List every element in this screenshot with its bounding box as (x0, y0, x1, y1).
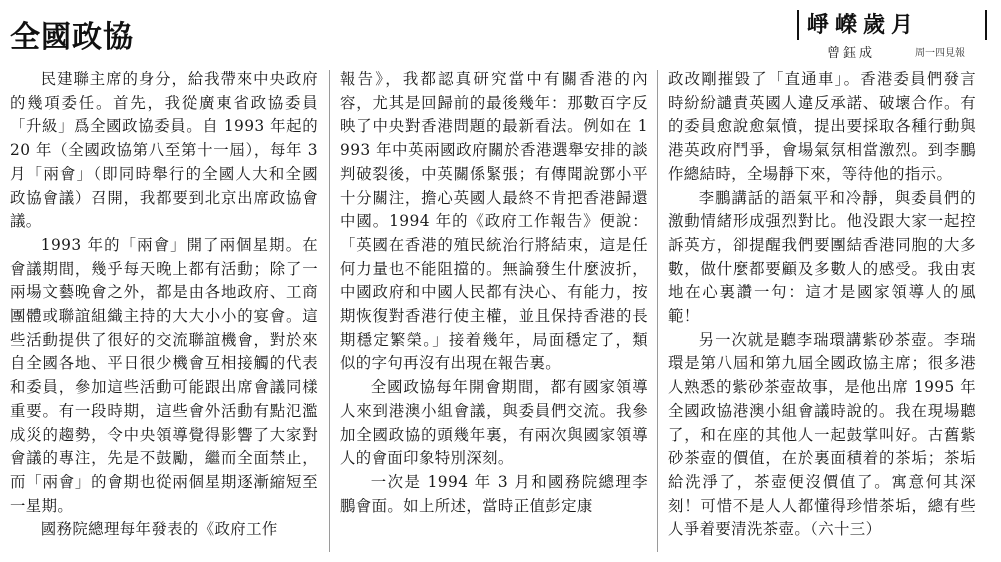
author-byline: 曾鈺成 (827, 46, 876, 61)
paragraph: 另一次就是聽李瑞環講紫砂茶壺。李瑞環是第八屆和第九屆全國政協主席；很多港人熟悉的紫砂茶壺故事，是他出席 1995 年全國政協港澳小組會議時說的。我在現場聽了，和在座的其他人一起鼓掌叫好。古舊紫砂茶壺的價值，在於裏面積着的茶垢；茶垢給洗淨了，茶壺便沒價值了。寓意何其深刻！可惜不是人人都懂得珍惜茶垢，總有些人爭着要清洗茶壺。（六十三） (668, 330, 976, 539)
text-column-2 (340, 68, 648, 556)
text-column-3 (668, 68, 976, 556)
column-banner (797, 6, 987, 62)
column-name: 崢嶸歲月 (807, 13, 920, 38)
paragraph: 一次是 1994 年 3 月和國務院總理李鵬會面。如上所述，當時正值彭定康 (340, 472, 648, 515)
paragraph: 政改剛摧毀了「直通車」。香港委員們發言時紛紛譴責英國人違反承諾、破壞合作。有的委員愈說愈氣憤，提出要採取各種行動與港英政府鬥爭，會場氣氛相當激烈。到李鵬作總結時，全場靜下來，等待他的指示。 (668, 70, 976, 183)
column-divider (329, 70, 330, 552)
paragraph: 民建聯主席的身分，給我帶來中央政府的幾項委任。首先，我從廣東省政協委員「升級」爲全國政協委員。自 1993 年起的 20 年（全國政協第八至第十一屆），每年 3 月「兩會」（即同時舉行的全國人大和全國政協會議）召開，我都要到北京出席政協會議。 (10, 70, 318, 231)
text-column-1 (10, 68, 318, 556)
paragraph: 報告》，我都認真研究當中有關香港的內容，尤其是回歸前的最後幾年：那數百字反映了中央對香港問題的最新看法。例如在 1993 年中英兩國政府關於香港選舉安排的談判破裂後，中英關係緊張；有傳聞說鄧小平十分關注，擔心英國人最終不肯把香港歸還中國。1994 年的《政府工作報告》便說：「英國在香港的殖民統治行將結束，這是任何力量也不能阻擋的。無論發生什麼波折，中國政府和中國人民都有決心、有能力，按期恢復對香港行使主權，並且保持香港的長期穩定繁榮。」接着幾年，局面穩定了，類似的字句再沒有出現在報告裏。 (340, 70, 648, 373)
column-divider (657, 70, 658, 552)
publication-schedule: 周一四見報 (915, 48, 965, 59)
article-body (10, 68, 995, 556)
article-headline: 全國政協 (10, 20, 134, 55)
paragraph: 全國政協每年開會期間，都有國家領導人來到港澳小組會議，與委員們交流。我參加全國政協的頭幾年裏，有兩次與國家領導人的會面印象特別深刻。 (340, 378, 648, 468)
banner-divider-right (985, 10, 987, 40)
banner-divider-left (797, 10, 799, 40)
paragraph: 國務院總理每年發表的《政府工作 (40, 520, 278, 539)
paragraph: 李鵬講話的語氣平和冷靜，與委員們的激動情緒形成强烈對比。他没跟大家一起控訴英方，卻提醒我們要團結香港同胞的大多數，做什麼都要顧及多數人的感受。我由衷地在心裏讚一句：這才是國家領導人的風範！ (668, 188, 976, 326)
paragraph: 1993 年的「兩會」開了兩個星期。在會議期間，幾乎每天晚上都有活動；除了一兩場文藝晚會之外，都是由各地政府、工商團體或聯誼組織主持的大大小小的宴會。這些活動提供了很好的交流聯誼機會，對於來自全國各地、平日很少機會互相接觸的代表和委員，參加這些活動可能跟出席會議同樣重要。有一段時期，這些會外活動有點氾濫成災的趨勢，令中央領導覺得影響了大家對會議的專注，先是不鼓勵，繼而全面禁止，而「兩會」的會期也從兩個星期逐漸縮短至一星期。 (10, 235, 318, 515)
